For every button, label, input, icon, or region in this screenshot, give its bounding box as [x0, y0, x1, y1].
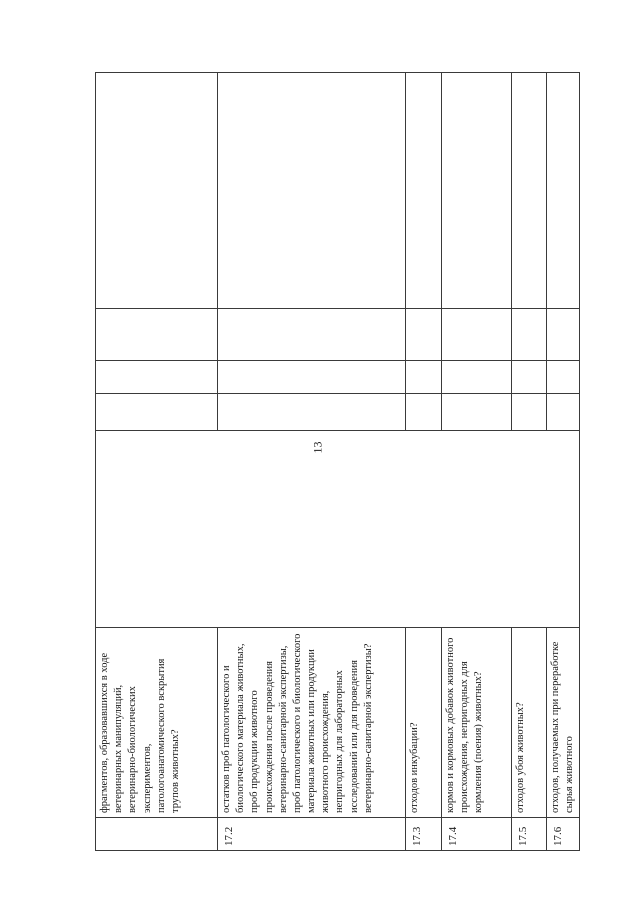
page-number: 13 [310, 441, 325, 454]
answer-cell [96, 394, 218, 431]
checklist-table-wrapper [95, 73, 579, 851]
answer-cell [442, 309, 512, 361]
answer-cell [96, 361, 218, 394]
checklist-table [95, 72, 580, 851]
question-cell: отходов убоя животных? [512, 628, 547, 818]
row-number: 17.3 [406, 818, 442, 851]
answer-cell [218, 394, 406, 431]
note-cell [442, 73, 512, 309]
question-cell: отходов, получаемых при переработке сырья животного [547, 628, 580, 818]
answer-cell [547, 309, 580, 361]
question-cell: остатков проб патологического и биологического материала животных, проб продукции животного происхождения после проведения ветеринарно-санитарной экспертизы, проб патологического и биологического материала животных или продукции животного происхождения, непригодных для лабораторных исследований или для проведения ветеринарно-санитарной экспертизы? [218, 628, 406, 818]
answer-cell [512, 394, 547, 431]
answer-cell [442, 361, 512, 394]
table-row [96, 73, 218, 851]
answer-cell [218, 309, 406, 361]
answer-cell [406, 361, 442, 394]
question-cell: отходов инкубации? [406, 628, 442, 818]
answer-cell [512, 361, 547, 394]
row-number: 17.5 [512, 818, 547, 851]
note-cell [512, 73, 547, 309]
note-cell [96, 73, 218, 309]
row-number [96, 818, 218, 851]
row-number: 17.4 [442, 818, 512, 851]
answer-cell [442, 394, 512, 431]
answer-cell [547, 394, 580, 431]
answer-cell [406, 309, 442, 361]
question-cell: фрагментов, образовавшихся в ходе ветеринарных манипуляций, ветеринарно-биологических экспериментов, патологоанатомического вскрытия трупов животных? [96, 628, 218, 818]
rotated-table-container [95, 73, 579, 851]
note-cell [547, 73, 580, 309]
question-cell: кормов и кормовых добавок животного происхождения, непригодных для кормления (поения) животных? [442, 628, 512, 818]
row-number: 17.6 [547, 818, 580, 851]
answer-cell [406, 394, 442, 431]
answer-cell [547, 361, 580, 394]
answer-cell [96, 309, 218, 361]
answer-cell [512, 309, 547, 361]
note-cell [406, 73, 442, 309]
note-cell [218, 73, 406, 309]
row-number: 17.2 [218, 818, 406, 851]
blank-cell [96, 431, 580, 628]
answer-cell [218, 361, 406, 394]
